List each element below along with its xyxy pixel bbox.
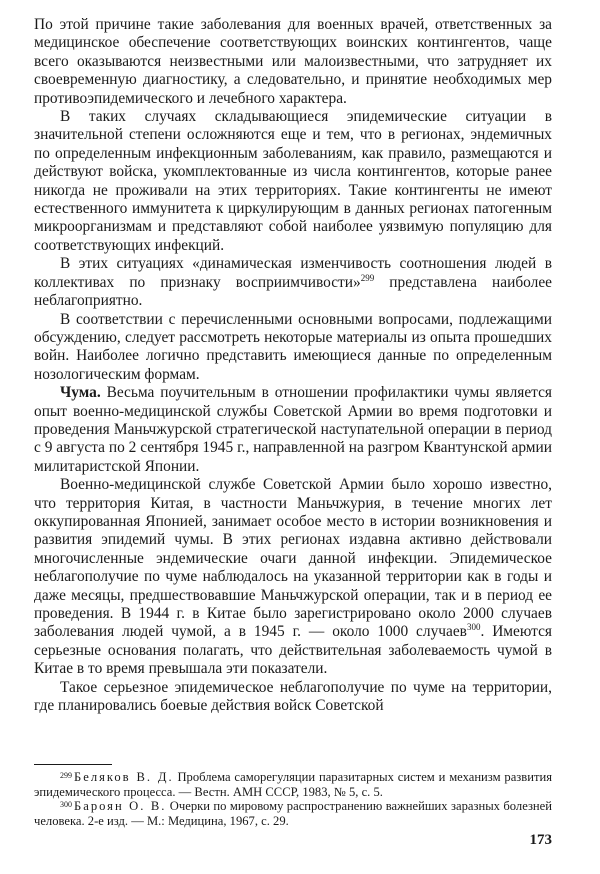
footnote <box>34 770 552 799</box>
paragraph-text: . Имеются серьезные основания полагать, что действительная заболеваемость чумой в Китае в то время превышала эти показатели. <box>34 623 552 678</box>
paragraph <box>34 384 552 476</box>
footnote-reference[interactable]: 299 <box>360 272 375 283</box>
paragraph: В таких случаях складывающиеся эпидемические ситуации в значительной степени осложняются еще и тем, что в регионах, эндемичных по определенным инфекционным заболеваниям, как правило, размещаются и действуют войска, укомплектованные из числа контингентов, которые ранее никогда не проживали на этих территориях. Такие контингенты не имеют естественного иммунитета к циркулирующим в данных регионах патогенным микроорганизмам и представляют собой наиболее уязвимую популяцию для соответствующих инфекций. <box>34 108 552 254</box>
footnote-divider <box>34 764 112 765</box>
section-heading-inline: Чума. <box>60 384 101 402</box>
paragraph: В соответствии с перечисленными основными вопросами, подлежащими обсуждению, следует рассмотреть некоторые материалы из опыта прошедших войн. Наиболее логично представить имеющиеся данные по определенным нозологическим формам. <box>34 310 552 383</box>
page-body <box>34 16 552 715</box>
paragraph-text: Весьма поучительным в отношении профилактики чумы является опыт военно-медицинской службы Советской Армии во время подготовки и проведения Маньчжурской стратегической наступательной операции в период с 9 августа по 2 сентября 1945 г., направленной на разгром Квантунской армии милитаристской Японии. <box>34 384 552 475</box>
paragraph-text: представлена наиболее неблагоприятно. <box>34 273 552 310</box>
page-number: 173 <box>529 832 552 848</box>
footnote-text: Проблема саморегуляции паразитарных систем и механизм развития эпидемического процесса. — Вестн. АМН СССР, 1983, № 5, с. 5. <box>34 770 552 799</box>
paragraph <box>34 255 552 310</box>
footnote-author: Бароян О. В. <box>74 799 167 814</box>
paragraph: Такое серьезное эпидемическое неблагополучие по чуме на территории, где планировались боевые действия войск Советской <box>34 678 552 715</box>
footnote-number: 300 <box>60 800 72 810</box>
paragraph: По этой причине такие заболевания для военных врачей, ответственных за медицинское обеспечение соответствующих воинских контингентов, чаще всего оказываются неизвестными или малоизвестными, что затрудняет их своевременную диагностику, а следовательно, и принятие необходимых мер противоэпидемического и лечебного характера. <box>34 16 552 107</box>
footnote-reference[interactable]: 300 <box>466 622 481 633</box>
paragraph-text: Военно-медицинской службе Советской Армии было хорошо известно, что территория Китая, в частности Маньчжурия, в течение многих лет оккупированная Японией, занимает особое место в истории возникновения и развития эпидемий чумы. В этих регионах издавна активно действовали многочисленные эндемические очаги данной инфекции. Эпидемическое неблагополучие по чуме наблюдалось на указанной территории как в годы и даже месяцы, предшествовавшие Маньчжурской операции, так и в период ее проведения. В 1944 г. в Китае было зарегистрировано около 2000 случаев заболевания людей чумой, а в 1945 г. — около 1000 случаев <box>34 476 552 641</box>
paragraph-text: В этих ситуациях «динамическая изменчивость соотношения людей в коллективах по признаку восприимчивости» <box>34 255 552 291</box>
footnotes <box>34 770 552 828</box>
footnote <box>34 799 552 828</box>
paragraph <box>34 476 552 678</box>
footnote-number: 299 <box>60 771 72 780</box>
footnote-text: Очерки по мировому распространению важнейших заразных болезней человека. 2-е изд. — М.: Медицина, 1967, с. 29. <box>34 799 552 828</box>
footnote-author: Беляков В. Д. <box>74 770 174 784</box>
